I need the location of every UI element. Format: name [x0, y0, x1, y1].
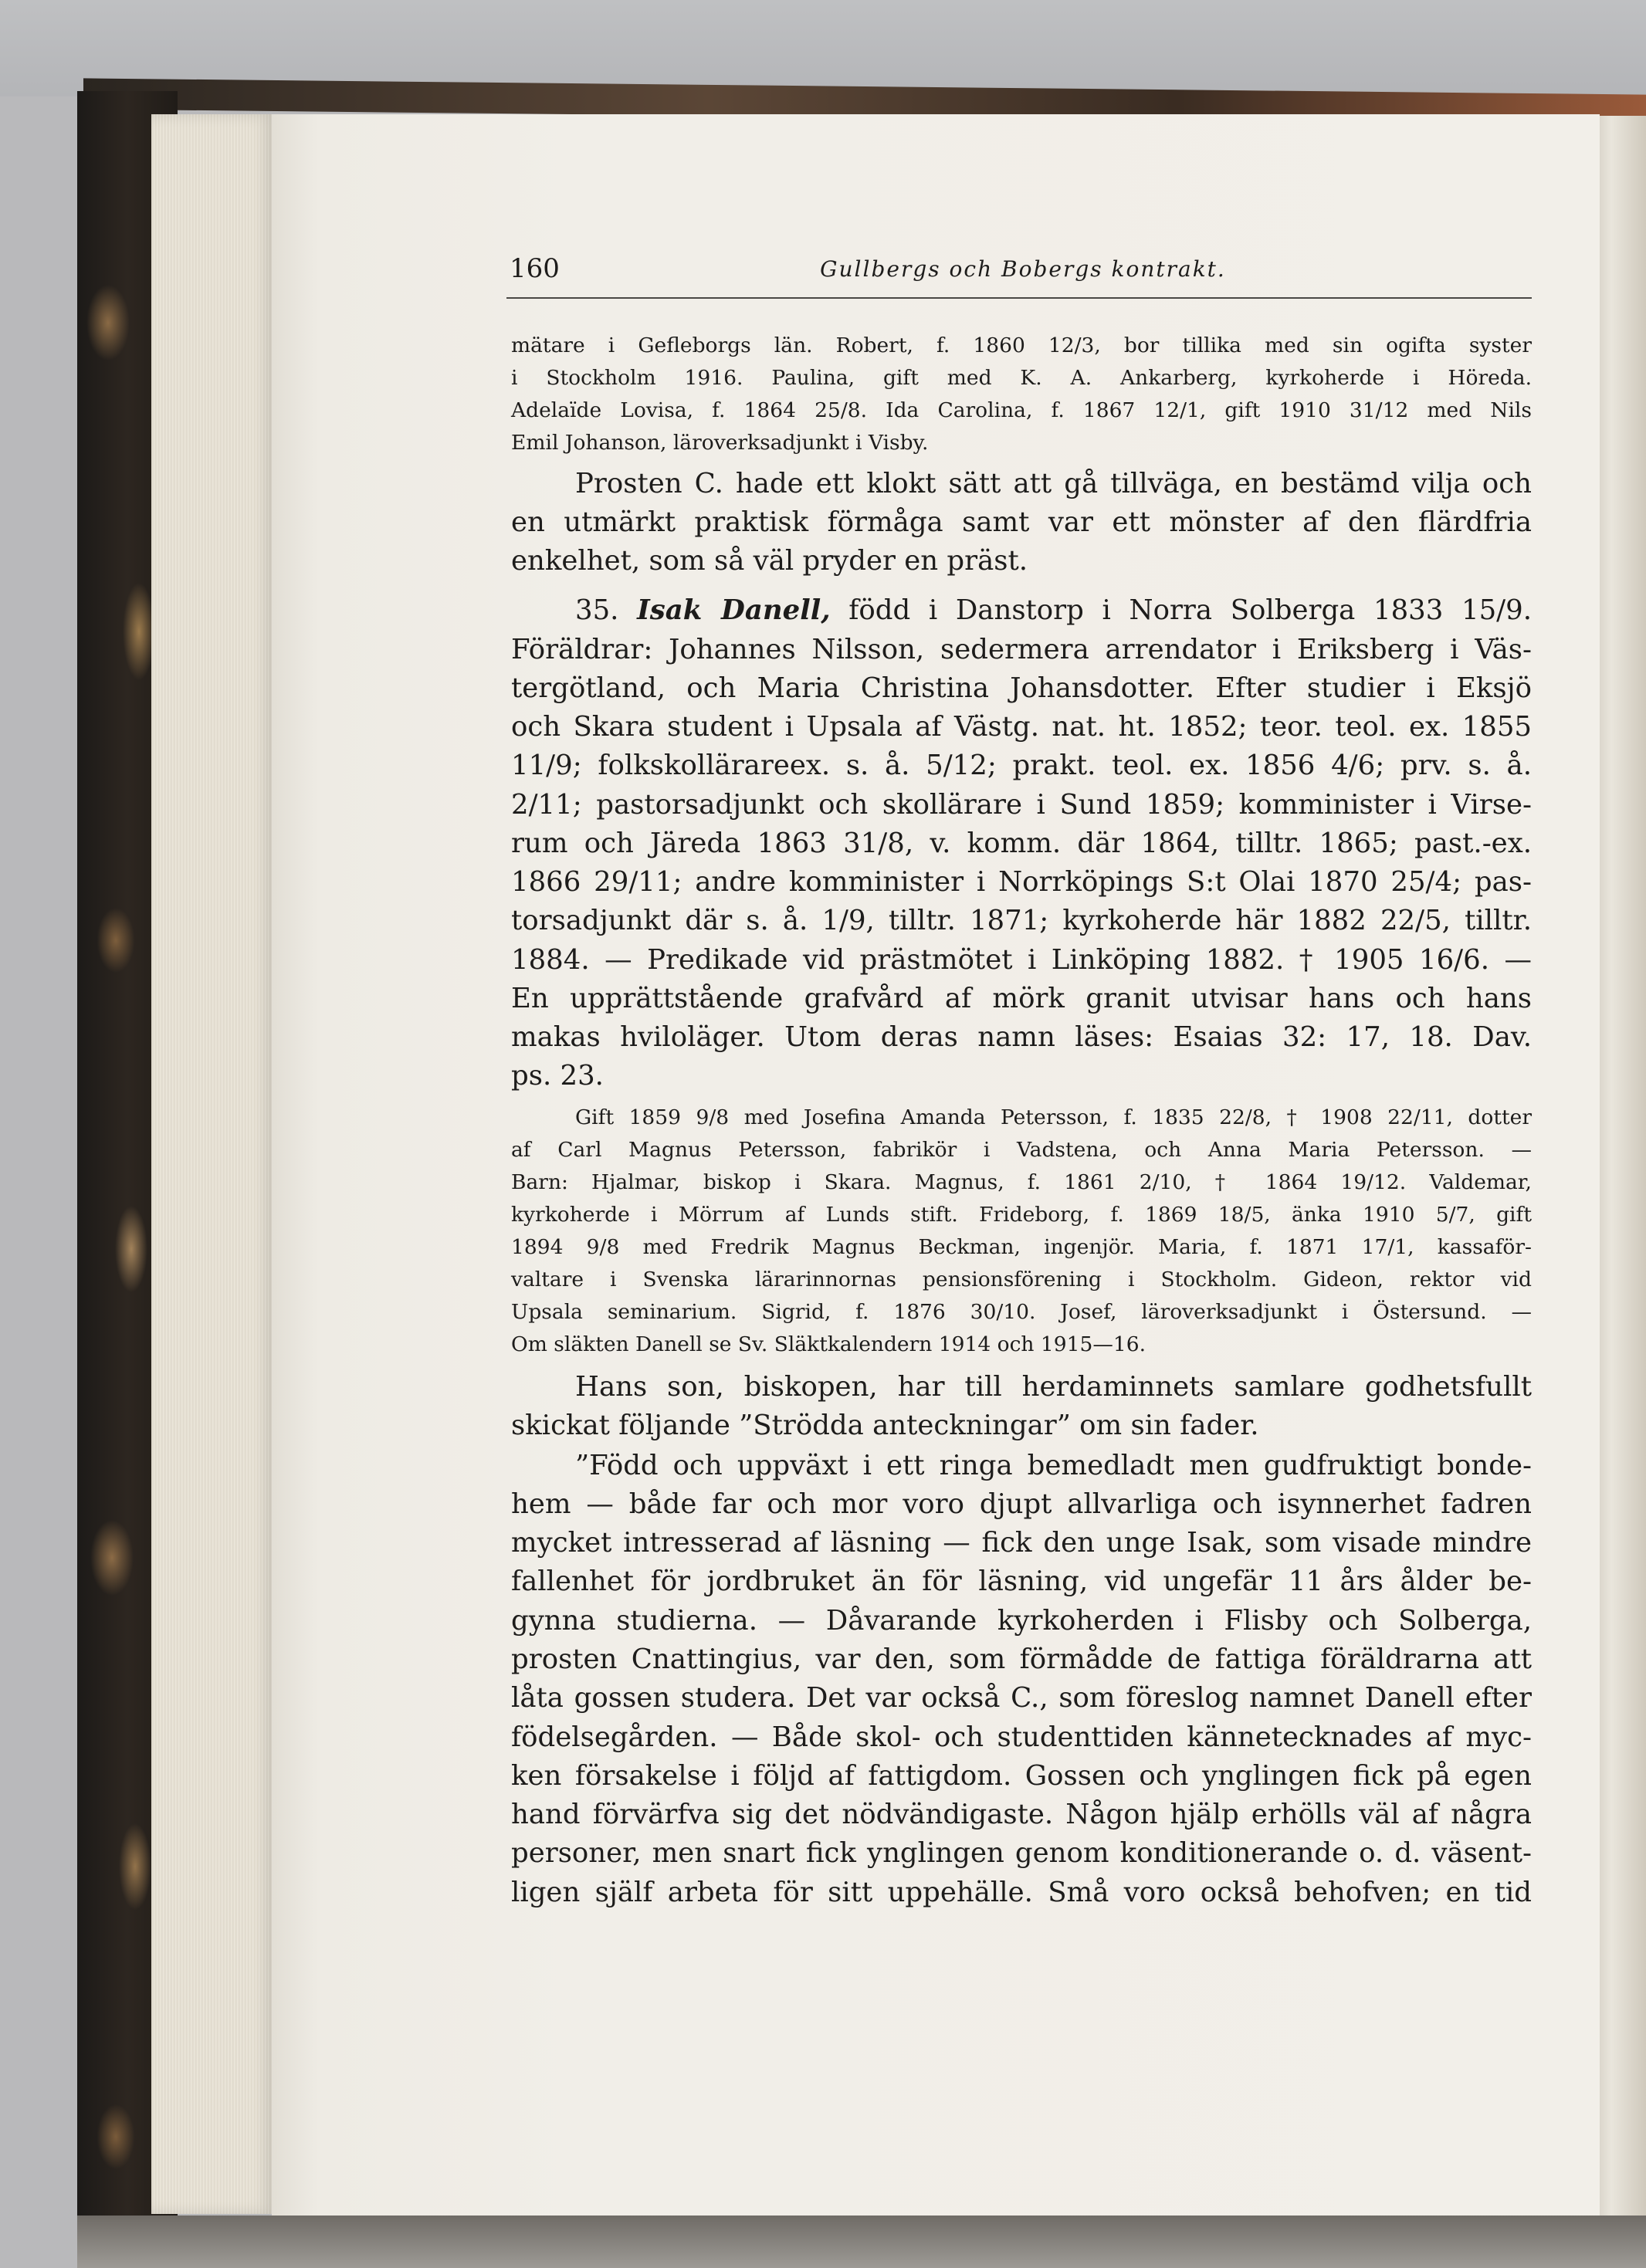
entry-line: 2/11; pastorsadjunkt och skollärare i Sund 1859; komminister i Virse-	[511, 789, 1532, 821]
page-header	[510, 253, 1536, 300]
family-line: af Carl Magnus Petersson, fabrikör i Vadstena, och Anna Maria Petersson. —	[511, 1138, 1532, 1162]
entry-line: ps. 23.	[511, 1060, 604, 1092]
entry-line: Föräldrar: Johannes Nilsson, sedermera arrendator i Eriksberg i Väs-	[511, 634, 1532, 665]
entry-line: tergötland, och Maria Christina Johansdotter. Efter studier i Eksjö	[511, 672, 1532, 704]
entry-line: och Skara student i Upsala af Västg. nat. ht. 1852; teor. teol. ex. 1855	[511, 711, 1532, 743]
entry-name: Isak Danell,	[637, 594, 831, 626]
paragraph-line: Prosten C. hade ett klokt sätt att gå tillväga, en bestämd vilja och	[575, 468, 1532, 499]
quote-line: ligen själf arbeta för sitt uppehälle. Små voro också behofven; en tid	[511, 1877, 1532, 1908]
family-line: Upsala seminarium. Sigrid, f. 1876 30/10. Josef, läroverksadjunkt i Östersund. —	[511, 1300, 1532, 1324]
bottom-shadow	[77, 2216, 1646, 2268]
facing-page-edge	[1597, 116, 1646, 2217]
paragraph-line: en utmärkt praktisk förmåga samt var ett mönster af den flärdfria	[511, 506, 1532, 538]
quote-line: födelsegården. — Både skol- och studenttiden kännetecknades af myc-	[511, 1721, 1532, 1753]
quote-line: mycket intresserad af läsning — fick den unge Isak, som visade mindre	[511, 1527, 1532, 1559]
entry-line: 1884. — Predikade vid prästmötet i Linköping 1882. † 1905 16/6. —	[511, 944, 1532, 976]
entry-line: rum och Järeda 1863 31/8, v. komm. där 1864, tilltr. 1865; past.-ex.	[511, 828, 1532, 859]
page-number: 160	[510, 253, 560, 284]
family-line: Om släkten Danell se Sv. Släktkalendern 1914 och 1915—16.	[511, 1332, 1146, 1356]
quote-line: hand förvärfva sig det nödvändigaste. Någon hjälp erhölls väl af några	[511, 1799, 1532, 1830]
entry-number: 35.	[575, 594, 619, 626]
quote-line: ”Född och uppväxt i ett ringa bemedladt men gudfruktigt bonde-	[575, 1450, 1532, 1481]
intro-line: Emil Johanson, läroverksadjunkt i Visby.	[511, 431, 929, 455]
paragraph-line: skickat följande ”Strödda anteckningar” om sin fader.	[511, 1410, 1259, 1441]
paragraph-line: Hans son, biskopen, har till herdaminnets samlare godhetsfullt	[575, 1371, 1532, 1403]
intro-line: Adelaïde Lovisa, f. 1864 25/8. Ida Carolina, f. 1867 12/1, gift 1910 31/12 med Nils	[511, 398, 1532, 422]
entry-line: 1866 29/11; andre komminister i Norrköpings S:t Olai 1870 25/4; pas-	[511, 866, 1532, 898]
family-line: kyrkoherde i Mörrum af Lunds stift. Frideborg, f. 1869 18/5, änka 1910 5/7, gift	[511, 1203, 1532, 1227]
intro-line: i Stockholm 1916. Paulina, gift med K. A. Ankarberg, kyrkoherde i Höreda.	[511, 366, 1532, 390]
header-rule	[506, 297, 1532, 299]
running-title: Gullbergs och Bobergs kontrakt.	[820, 256, 1226, 282]
entry-birth: född i Danstorp i Norra Solberga 1833 15/9.	[848, 594, 1532, 626]
intro-line: mätare i Gefleborgs län. Robert, f. 1860 12/3, bor tillika med sin ogifta syster	[511, 333, 1532, 357]
quote-line: personer, men snart fick ynglingen genom konditionerande o. d. väsent-	[511, 1837, 1532, 1869]
entry-line: torsadjunkt där s. å. 1/9, tilltr. 1871; kyrkoherde här 1882 22/5, tilltr.	[511, 905, 1532, 936]
page-block-edges	[151, 114, 275, 2214]
quote-line: fallenhet för jordbruket än för läsning, vid ungefär 11 års ålder be-	[511, 1566, 1532, 1597]
paragraph-line: enkelhet, som så väl pryder en präst.	[511, 545, 1028, 577]
family-line: Barn: Hjalmar, biskop i Skara. Magnus, f. 1861 2/10, † 1864 19/12. Valdemar,	[511, 1170, 1532, 1194]
entry-line: 11/9; folkskollärareex. s. å. 5/12; prakt. teol. ex. 1856 4/6; prv. s. å.	[511, 750, 1532, 781]
family-line: valtare i Svenska lärarinnornas pensionsförening i Stockholm. Gideon, rektor vid	[511, 1268, 1532, 1291]
family-line: Gift 1859 9/8 med Josefina Amanda Petersson, f. 1835 22/8, † 1908 22/11, dotter	[575, 1105, 1532, 1129]
quote-line: gynna studierna. — Dåvarande kyrkoherden i Flisby och Solberga,	[511, 1605, 1532, 1637]
entry-line: En upprättstående grafvård af mörk granit utvisar hans och hans	[511, 983, 1532, 1014]
entry-line: makas hviloläger. Utom deras namn läses: Esaias 32: 17, 18. Dav.	[511, 1021, 1532, 1053]
entry-heading-line	[575, 594, 1532, 633]
quote-line: ken försakelse i följd af fattigdom. Gossen och ynglingen fick på egen	[511, 1760, 1532, 1792]
family-line: 1894 9/8 med Fredrik Magnus Beckman, ingenjör. Maria, f. 1871 17/1, kassaför-	[511, 1235, 1532, 1259]
quote-line: låta gossen studera. Det var också C., som föreslog namnet Danell efter	[511, 1682, 1532, 1714]
quote-line: hem — både far och mor voro djupt allvarliga och isynnerhet fadren	[511, 1488, 1532, 1520]
quote-line: prosten Cnattingius, var den, som förmådde de fattiga föräldrarna att	[511, 1643, 1532, 1675]
